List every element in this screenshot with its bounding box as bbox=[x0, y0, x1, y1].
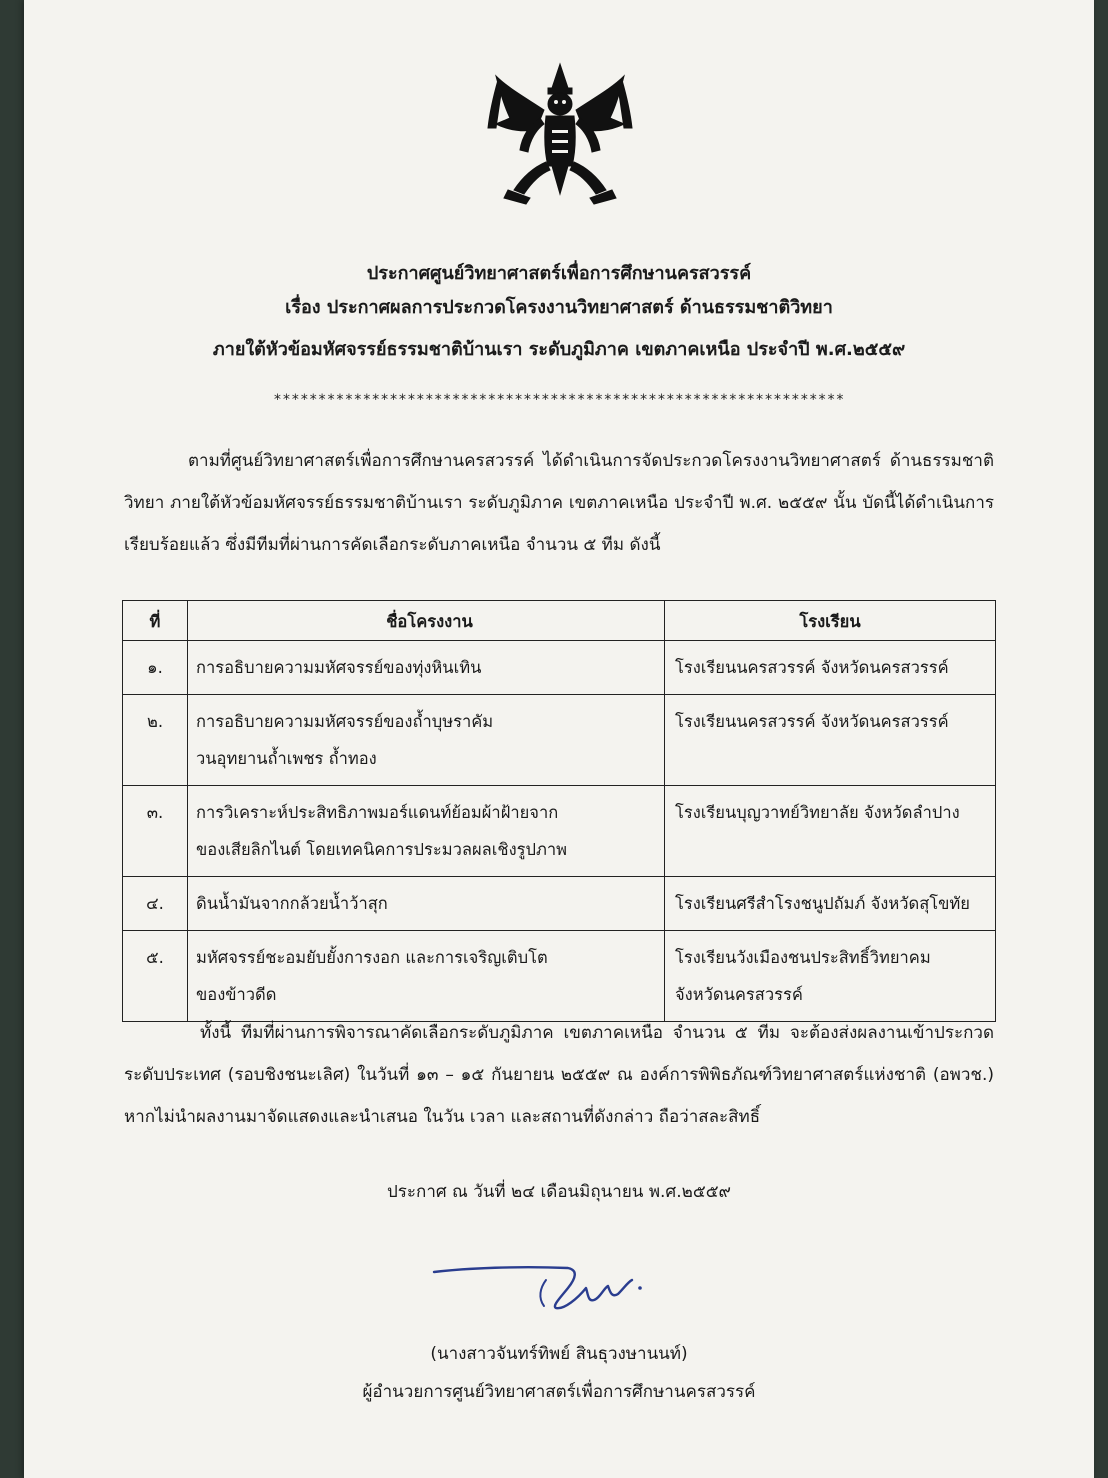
announcement-subject-cont: ภายใต้หัวข้อมหัศจรรย์ธรรมชาติบ้านเรา ระดับภูมิภาค เขตภาคเหนือ ประจำปี พ.ศ.๒๕๕๙ bbox=[212, 339, 906, 360]
school-cell bbox=[665, 931, 996, 1022]
school-cell bbox=[665, 695, 996, 786]
garuda-emblem-icon bbox=[486, 58, 634, 208]
school-name: โรงเรียนศรีสำโรงชนูปถัมภ์ จังหวัดสุโขทัย bbox=[675, 894, 970, 913]
project-name-cont: ของเสียลิกไนต์ โดยเทคนิคการประมวลผลเชิงรูปภาพ bbox=[196, 840, 567, 859]
results-table bbox=[122, 600, 996, 1022]
project-cell bbox=[188, 641, 665, 695]
header-project: ชื่อโครงงาน bbox=[188, 601, 665, 641]
divider-stars: **************************************************************** bbox=[273, 392, 845, 408]
school-name: โรงเรียนนครสวรรค์ จังหวัดนครสวรรค์ bbox=[675, 658, 949, 677]
school-name: โรงเรียนบุญวาทย์วิทยาลัย จังหวัดลำปาง bbox=[675, 803, 960, 822]
header-school: โรงเรียน bbox=[665, 601, 996, 641]
signer-name: (นางสาวจันทร์ทิพย์ สินธุวงษานนท์) bbox=[430, 1344, 688, 1364]
project-name: มหัศจรรย์ชะอมยับยั้งการงอก และการเจริญเติบโต bbox=[196, 948, 548, 967]
row-number: ๒. bbox=[123, 695, 188, 786]
table-row bbox=[123, 786, 996, 877]
project-name-cont: วนอุทยานถ้ำเพชร ถ้ำทอง bbox=[196, 749, 377, 768]
signature-scribble bbox=[428, 1258, 718, 1328]
project-name: การอธิบายความมหัศจรรย์ของถ้ำบุษราคัม bbox=[196, 712, 494, 731]
closing-paragraph: ทั้งนี้ ทีมที่ผ่านการพิจารณาคัดเลือกระดับภูมิภาค เขตภาคเหนือ จำนวน ๕ ทีม จะต้องส่งผลงานเข้าประกวดระดับประเทศ (รอบชิงชนะเลิศ) ในวันที่ ๑๓ – ๑๕ กันยายน ๒๕๕๙ ณ องค์การพิพิธภัณฑ์วิทยาศาสตร์แห่งชาติ (อพวช.) หากไม่นำผลงานมาจัดแสดงและนำเสนอ ในวัน เวลา และสถานที่ดังกล่าว ถือว่าสละสิทธิ์ bbox=[124, 1023, 994, 1127]
row-number: ๑. bbox=[123, 641, 188, 695]
table-row bbox=[123, 641, 996, 695]
project-cell bbox=[188, 877, 665, 931]
header-no: ที่ bbox=[123, 601, 188, 641]
row-number: ๕. bbox=[123, 931, 188, 1022]
row-number: ๓. bbox=[123, 786, 188, 877]
table-row bbox=[123, 877, 996, 931]
project-name-cont: ของข้าวดีด bbox=[196, 985, 277, 1004]
table-row bbox=[123, 695, 996, 786]
school-cell bbox=[665, 877, 996, 931]
announcement-date: ประกาศ ณ วันที่ ๒๔ เดือนมิถุนายน พ.ศ.๒๕๕๙ bbox=[386, 1182, 732, 1202]
row-number: ๔. bbox=[123, 877, 188, 931]
project-cell bbox=[188, 931, 665, 1022]
signer-position: ผู้อำนวยการศูนย์วิทยาศาสตร์เพื่อการศึกษานครสวรรค์ bbox=[362, 1382, 756, 1402]
school-name: โรงเรียนนครสวรรค์ จังหวัดนครสวรรค์ bbox=[675, 712, 949, 731]
project-name: ดินน้ำมันจากกล้วยน้ำว้าสุก bbox=[196, 894, 388, 913]
announcement-subject: เรื่อง ประกาศผลการประกวดโครงงานวิทยาศาสตร์ ด้านธรรมชาติวิทยา bbox=[285, 297, 833, 318]
announcement-title: ประกาศศูนย์วิทยาศาสตร์เพื่อการศึกษานครสวรรค์ bbox=[366, 263, 752, 284]
school-cell bbox=[665, 641, 996, 695]
project-cell bbox=[188, 695, 665, 786]
table-row bbox=[123, 931, 996, 1022]
school-cell bbox=[665, 786, 996, 877]
project-name: การอธิบายความมหัศจรรย์ของทุ่งหินเทิน bbox=[196, 658, 482, 677]
document-page bbox=[24, 0, 1094, 1478]
project-name: การวิเคราะห์ประสิทธิภาพมอร์แดนท์ย้อมผ้าฝ้ายจาก bbox=[196, 803, 559, 822]
school-name: โรงเรียนวังเมืองชนประสิทธิ์วิทยาคม bbox=[675, 948, 931, 967]
intro-paragraph: ตามที่ศูนย์วิทยาศาสตร์เพื่อการศึกษานครสวรรค์ ได้ดำเนินการจัดประกวดโครงงานวิทยาศาสตร์ ด้านธรรมชาติวิทยา ภายใต้หัวข้อมหัศจรรย์ธรรมชาติบ้านเรา ระดับภูมิภาค เขตภาคเหนือ ประจำปี พ.ศ. ๒๕๕๙ นั้น บัดนี้ได้ดำเนินการเรียบร้อยแล้ว ซึ่งมีทีมที่ผ่านการคัดเลือกระดับภาคเหนือ จำนวน ๕ ทีม ดังนี้ bbox=[124, 451, 994, 555]
table-header-row bbox=[123, 601, 996, 641]
school-name-cont: จังหวัดนครสวรรค์ bbox=[675, 985, 803, 1004]
project-cell bbox=[188, 786, 665, 877]
